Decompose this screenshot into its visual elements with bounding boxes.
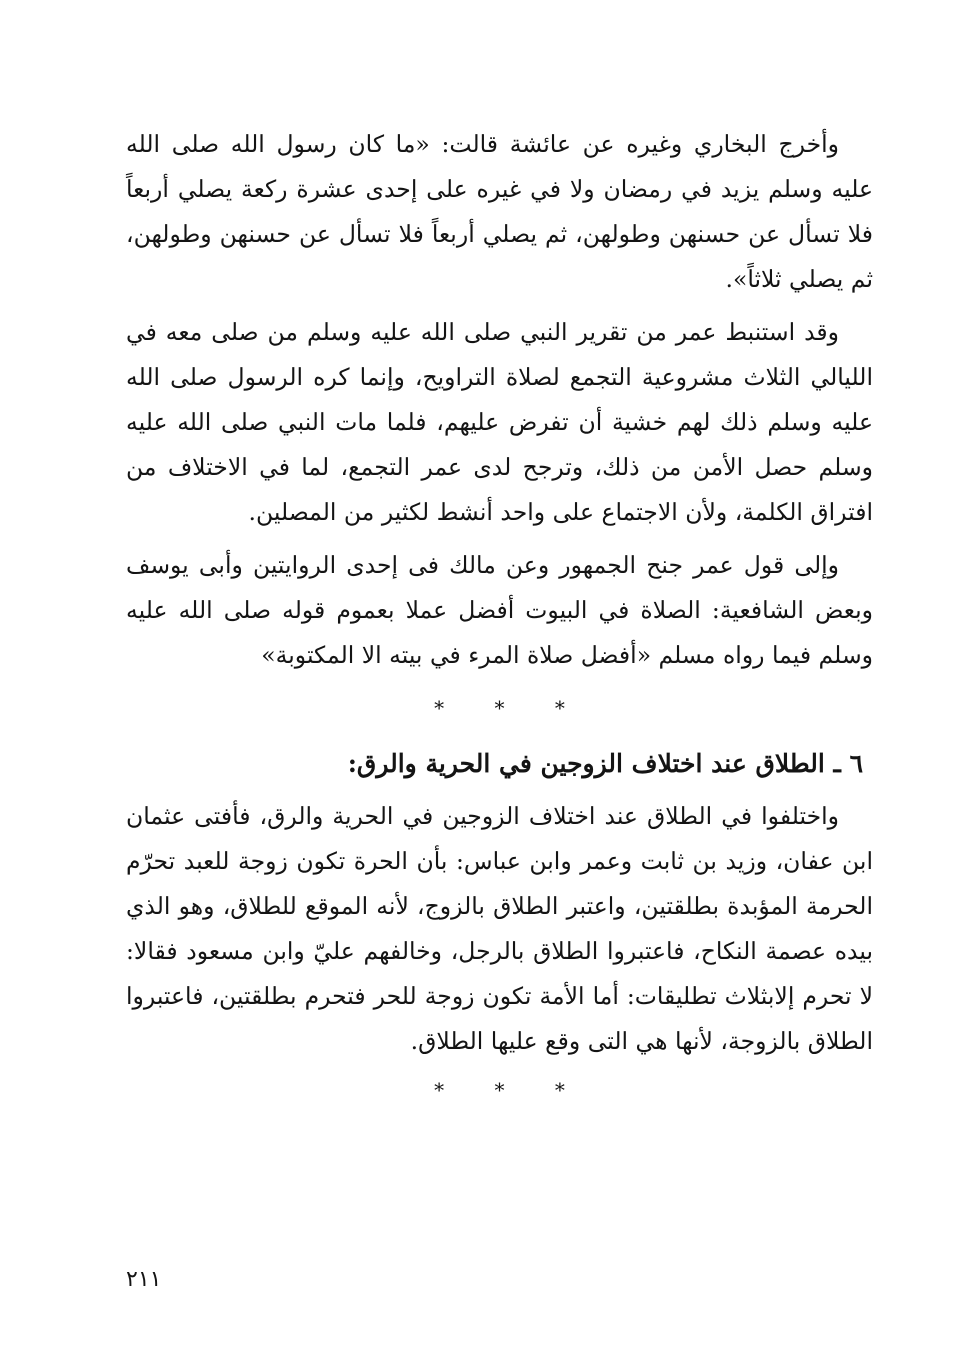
paragraph-jumhur-opinion: وإلى قول عمر جنح الجمهور وعن مالك فى إحدى الروايتين وأبى يوسف وبعض الشافعية: الصلاة في البيوت أفضل عملا بعموم قوله صلى الله عليه وسلم فيما رواه مسلم «أفضل صلاة المرء في بيته الا المكتوبة» (126, 551, 873, 669)
asterisk-icon: * (434, 1078, 445, 1102)
paragraph-talaq-difference: واختلفوا في الطلاق عند اختلاف الزوجين في الحرية والرق، فأفتى عثمان ابن عفان، وزيد بن ثابت وعمر وابن عباس: بأن الحرة تكون زوجة للعبد تحرّم الحرمة المؤبدة بطلقتين، واعتبر الطلاق بالزوج، لأنه الموقع للطلاق، وهو الذي بيده عصمة النكاح، فاعتبروا الطلاق بالرجل، وخالفهم عليّ وابن مسعود فقالا: لا تحرم إلابثلاث تطليقات: أما الأمة تكون زوجة للحر فتحرم بطلقتين، فاعتبروا الطلاق بالزوجة، لأنها هي التى وقع عليها الطلاق. (126, 802, 873, 1055)
asterisk-icon: * (554, 1078, 565, 1102)
section-heading: ٦ ـ الطلاق عند اختلاف الزوجين في الحرية والرق: (347, 749, 863, 778)
asterisk-icon: * (434, 696, 445, 720)
asterisk-icon: * (494, 1078, 505, 1102)
paragraph-umar-tarawih: وقد استنبط عمر من تقرير النبي صلى الله عليه وسلم من صلى معه في الليالي الثلاث مشروعية التجمع لصلاة التراويح، وإنما كره الرسول صلى الله عليه وسلم ذلك لهم خشية أن تفرض عليهم، فلما مات النبي صلى الله عليه وسلم حصل الأمن من ذلك، وترجح لدى عمر التجمع، لما في الاختلاف من افتراق الكلمة، ولأن الاجتماع على واحد أنشط لكثير من المصلين. (126, 318, 873, 526)
paragraph-hadith-aisha: وأخرج البخاري وغيره عن عائشة قالت: «ما كان رسول الله صلى الله عليه وسلم يزيد في رمضان ولا في غيره على إحدى عشرة ركعة يصلي أربعاً فلا تسأل عن حسنهن وطولهن، ثم يصلي أربعاً فلا تسأل عن حسنهن وطولهن، ثم يصلي ثلاثاً». (126, 130, 873, 293)
page-number: ٢١١ (126, 1267, 162, 1292)
asterisk-icon: * (494, 696, 505, 720)
section-separator (126, 696, 873, 720)
asterisk-icon: * (554, 696, 565, 720)
page-body (126, 122, 873, 1102)
section-separator (126, 1078, 873, 1102)
